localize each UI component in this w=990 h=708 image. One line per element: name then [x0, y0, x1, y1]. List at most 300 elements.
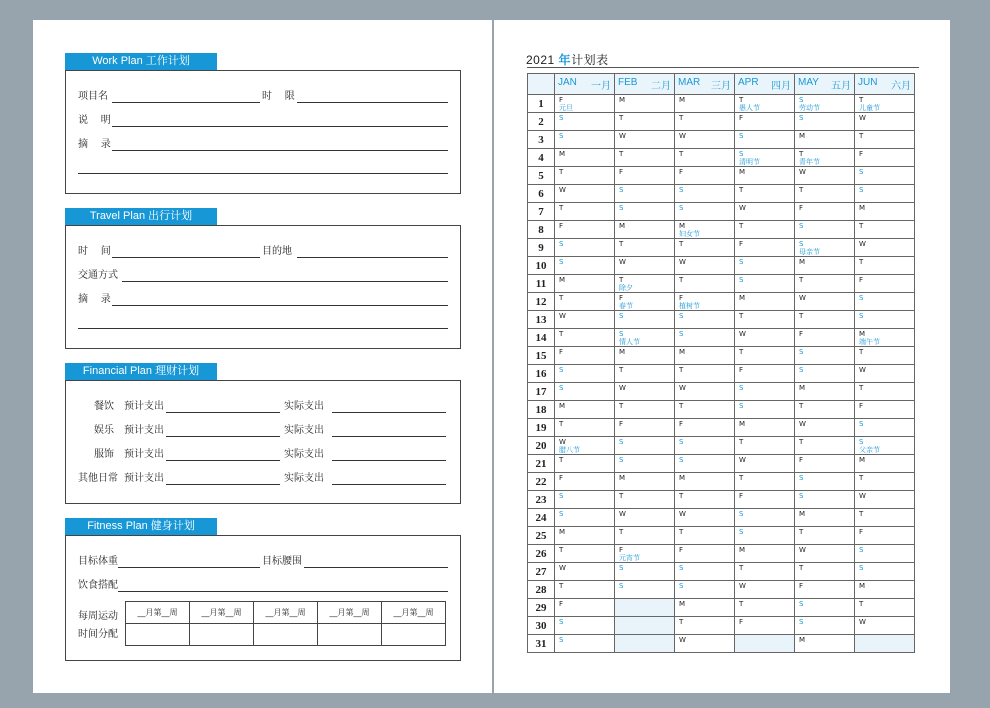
- calendar-day-cell[interactable]: [735, 527, 795, 545]
- weekday-letter: F: [679, 420, 684, 428]
- weekday-letter: S: [619, 186, 624, 194]
- day-number: 6: [528, 185, 555, 203]
- calendar-day-cell[interactable]: [675, 203, 735, 221]
- calendar-day-cell[interactable]: [555, 347, 615, 365]
- calendar-day-cell[interactable]: [615, 437, 675, 455]
- weekday-letter: M: [799, 636, 806, 644]
- travel-plan-box: [65, 225, 461, 349]
- actual-field[interactable]: [332, 436, 446, 437]
- calendar-day-cell[interactable]: [735, 347, 795, 365]
- calendar-day-cell[interactable]: [675, 347, 735, 365]
- calendar-day-cell[interactable]: [795, 491, 855, 509]
- month-header-jun: [855, 74, 915, 95]
- calendar-day-cell[interactable]: [795, 239, 855, 257]
- calendar-day-cell[interactable]: [735, 545, 795, 563]
- calendar-day-cell[interactable]: [555, 239, 615, 257]
- calendar-day-cell[interactable]: [795, 275, 855, 293]
- calendar-day-cell[interactable]: [735, 239, 795, 257]
- week-input-cell[interactable]: [126, 624, 190, 646]
- calendar-day-cell[interactable]: [555, 527, 615, 545]
- calendar-day-cell[interactable]: [675, 275, 735, 293]
- calendar-day-cell[interactable]: [555, 329, 615, 347]
- calendar-day-cell[interactable]: [855, 401, 915, 419]
- day-number: 13: [528, 311, 555, 329]
- calendar-day-cell[interactable]: [855, 419, 915, 437]
- weekday-letter: T: [859, 96, 864, 104]
- weekday-letter: T: [619, 528, 624, 536]
- calendar-day-cell[interactable]: [615, 419, 675, 437]
- calendar-day-cell[interactable]: [675, 311, 735, 329]
- month-header-apr: [735, 74, 795, 95]
- calendar-day-cell[interactable]: [555, 221, 615, 239]
- calendar-day-cell[interactable]: [795, 599, 855, 617]
- holiday-label: 清明节: [739, 158, 760, 166]
- calendar-day-cell[interactable]: [675, 473, 735, 491]
- calendar-day-cell[interactable]: [615, 473, 675, 491]
- calendar-day-cell[interactable]: [855, 491, 915, 509]
- weekday-letter: M: [619, 96, 626, 104]
- weekday-letter: S: [739, 132, 744, 140]
- weekday-letter: T: [619, 366, 624, 374]
- week-header-cell: __月第__周: [318, 602, 382, 624]
- calendar-day-cell[interactable]: [795, 293, 855, 311]
- week-header-cell: __月第__周: [254, 602, 318, 624]
- calendar-day-cell[interactable]: [555, 311, 615, 329]
- calendar-day-cell[interactable]: [675, 113, 735, 131]
- calendar-day-cell[interactable]: [855, 329, 915, 347]
- calendar-day-cell[interactable]: [795, 113, 855, 131]
- weekday-letter: T: [679, 276, 684, 284]
- calendar-day-cell[interactable]: [795, 545, 855, 563]
- time-allocation-label: 时间分配: [78, 629, 118, 640]
- day-number: 14: [528, 329, 555, 347]
- calendar-day-cell[interactable]: [555, 401, 615, 419]
- calendar-day-cell[interactable]: [675, 635, 735, 653]
- calendar-day-cell[interactable]: [555, 113, 615, 131]
- calendar-day-cell[interactable]: [795, 257, 855, 275]
- calendar-day-cell[interactable]: [615, 401, 675, 419]
- calendar-day-cell[interactable]: [555, 473, 615, 491]
- weekday-letter: F: [739, 240, 744, 248]
- calendar-day-cell[interactable]: [555, 437, 615, 455]
- calendar-day-cell[interactable]: [735, 167, 795, 185]
- calendar-day-cell[interactable]: [795, 581, 855, 599]
- weekday-letter: F: [679, 546, 684, 554]
- calendar-day-cell[interactable]: [735, 617, 795, 635]
- finance-row: [78, 471, 448, 485]
- calendar-day-cell[interactable]: [795, 437, 855, 455]
- calendar-day-cell[interactable]: [615, 131, 675, 149]
- weekday-letter: W: [679, 636, 686, 644]
- calendar-day-cell[interactable]: [855, 347, 915, 365]
- calendar-day-cell[interactable]: [675, 509, 735, 527]
- calendar-day-cell[interactable]: [855, 545, 915, 563]
- calendar-day-cell[interactable]: [855, 275, 915, 293]
- calendar-day-cell[interactable]: [555, 419, 615, 437]
- calendar-day-cell[interactable]: [795, 221, 855, 239]
- calendar-day-cell[interactable]: [555, 563, 615, 581]
- weekday-letter: T: [739, 222, 744, 230]
- weekday-letter: F: [859, 276, 864, 284]
- calendar-day-cell[interactable]: [615, 329, 675, 347]
- calendar-day-cell[interactable]: [555, 95, 615, 113]
- calendar-day-cell[interactable]: [615, 167, 675, 185]
- calendar-day-cell[interactable]: [735, 329, 795, 347]
- calendar-day-cell[interactable]: [735, 203, 795, 221]
- calendar-day-cell[interactable]: [855, 221, 915, 239]
- calendar-day-cell[interactable]: [855, 383, 915, 401]
- calendar-day-cell[interactable]: [735, 473, 795, 491]
- calendar-day-cell[interactable]: [855, 131, 915, 149]
- calendar-day-cell[interactable]: [615, 95, 675, 113]
- weekday-letter: S: [739, 276, 744, 284]
- calendar-day-cell[interactable]: [795, 419, 855, 437]
- calendar-day-cell[interactable]: [795, 635, 855, 653]
- weekday-letter: S: [679, 564, 684, 572]
- actual-field[interactable]: [332, 484, 446, 485]
- calendar-day-cell[interactable]: [555, 617, 615, 635]
- calendar-day-cell[interactable]: [795, 167, 855, 185]
- week-input-cell[interactable]: [318, 624, 382, 646]
- calendar-day-cell[interactable]: [855, 293, 915, 311]
- month-header-mar: [675, 74, 735, 95]
- weekday-letter: M: [799, 132, 806, 140]
- destination-field[interactable]: [297, 257, 448, 258]
- month-header-jan: [555, 74, 615, 95]
- calendar-day-cell[interactable]: [615, 455, 675, 473]
- travel-extra-line[interactable]: [78, 328, 448, 329]
- weekday-letter: W: [799, 168, 806, 176]
- travel-excerpt-field[interactable]: [112, 305, 448, 306]
- calendar-day-cell[interactable]: [735, 275, 795, 293]
- calendar-day-cell[interactable]: [735, 365, 795, 383]
- calendar-day-cell[interactable]: [795, 203, 855, 221]
- calendar-day-cell[interactable]: [615, 293, 675, 311]
- calendar-day-cell[interactable]: [735, 257, 795, 275]
- financial-plan-box: [65, 380, 461, 504]
- calendar-day-cell[interactable]: [675, 95, 735, 113]
- planned-field[interactable]: [166, 412, 280, 413]
- finance-category: 服饰: [94, 449, 114, 460]
- calendar-day-cell[interactable]: [675, 491, 735, 509]
- work-row-excerpt: [78, 137, 448, 151]
- calendar-day-cell[interactable]: [555, 149, 615, 167]
- day-number: 31: [528, 635, 555, 653]
- weekday-letter: F: [559, 474, 564, 482]
- calendar-day-cell[interactable]: [615, 365, 675, 383]
- week-header-cell: __月第__周: [126, 602, 190, 624]
- calendar-day-cell[interactable]: [795, 365, 855, 383]
- weekday-letter: F: [859, 150, 864, 158]
- day-number: 5: [528, 167, 555, 185]
- target-waist-field[interactable]: [304, 567, 448, 568]
- calendar-day-cell[interactable]: [855, 95, 915, 113]
- calendar-day-cell[interactable]: [735, 401, 795, 419]
- calendar-day-cell[interactable]: [735, 491, 795, 509]
- calendar-day-cell[interactable]: [675, 293, 735, 311]
- calendar-day-cell[interactable]: [615, 257, 675, 275]
- calendar-day-cell[interactable]: [675, 185, 735, 203]
- calendar-day-cell[interactable]: [615, 113, 675, 131]
- calendar-day-cell[interactable]: [735, 185, 795, 203]
- finance-row: [78, 447, 448, 461]
- calendar-day-cell[interactable]: [675, 221, 735, 239]
- calendar-day-cell[interactable]: [855, 509, 915, 527]
- calendar-day-cell[interactable]: [855, 437, 915, 455]
- calendar-day-cell[interactable]: [735, 131, 795, 149]
- target-weight-field[interactable]: [118, 567, 260, 568]
- calendar-day-cell[interactable]: [615, 581, 675, 599]
- calendar-day-cell[interactable]: [795, 401, 855, 419]
- weekday-letter: W: [619, 258, 626, 266]
- week-header-row: [126, 602, 446, 624]
- weekday-letter: T: [559, 168, 564, 176]
- calendar-day-cell[interactable]: [675, 581, 735, 599]
- weekday-letter: S: [739, 384, 744, 392]
- calendar-day-cell[interactable]: [795, 131, 855, 149]
- weekday-letter: S: [799, 222, 804, 230]
- calendar-day-cell[interactable]: [675, 563, 735, 581]
- calendar-day-cell[interactable]: [615, 563, 675, 581]
- calendar-day-cell[interactable]: [615, 149, 675, 167]
- calendar-day-cell[interactable]: [675, 419, 735, 437]
- calendar-day-cell[interactable]: [795, 149, 855, 167]
- calendar-day-cell[interactable]: [735, 311, 795, 329]
- fitness-plan-title: Fitness Plan 健身计划: [65, 518, 217, 535]
- calendar-day-cell[interactable]: [615, 239, 675, 257]
- weekday-letter: W: [679, 384, 686, 392]
- target-weight-label: 目标体重: [78, 556, 118, 567]
- weekday-letter: T: [559, 456, 564, 464]
- weekday-letter: S: [619, 204, 624, 212]
- calendar-day-cell[interactable]: [735, 293, 795, 311]
- project-name-label: 项目名: [78, 91, 108, 102]
- calendar-day-cell[interactable]: [675, 167, 735, 185]
- calendar-day-cell[interactable]: [555, 581, 615, 599]
- weekday-letter: S: [619, 438, 624, 446]
- calendar-day-cell[interactable]: [735, 581, 795, 599]
- calendar-day-cell[interactable]: [855, 257, 915, 275]
- calendar-empty-cell: [615, 599, 675, 617]
- calendar-day-cell[interactable]: [855, 311, 915, 329]
- calendar-day-cell[interactable]: [855, 617, 915, 635]
- calendar-day-cell[interactable]: [735, 599, 795, 617]
- calendar-day-cell[interactable]: [675, 257, 735, 275]
- month-en-label: MAR: [678, 76, 701, 88]
- calendar-day-cell[interactable]: [795, 527, 855, 545]
- calendar-day-cell[interactable]: [795, 95, 855, 113]
- planned-field[interactable]: [166, 460, 280, 461]
- calendar-day-cell[interactable]: [855, 473, 915, 491]
- calendar-day-cell[interactable]: [615, 509, 675, 527]
- calendar-day-cell[interactable]: [675, 455, 735, 473]
- calendar-day-cell[interactable]: [555, 257, 615, 275]
- calendar-day-cell[interactable]: [855, 239, 915, 257]
- description-field[interactable]: [112, 126, 448, 127]
- week-input-cell[interactable]: [254, 624, 318, 646]
- calendar-day-cell[interactable]: [735, 509, 795, 527]
- weekday-letter: T: [619, 240, 624, 248]
- calendar-day-cell[interactable]: [855, 203, 915, 221]
- week-header-cell: __月第__周: [382, 602, 446, 624]
- diet-field[interactable]: [118, 591, 448, 592]
- holiday-label: 情人节: [619, 338, 640, 346]
- calendar-day-cell[interactable]: [735, 95, 795, 113]
- weekday-letter: T: [619, 150, 624, 158]
- weekday-letter: F: [799, 582, 804, 590]
- week-input-cell[interactable]: [382, 624, 446, 646]
- weekday-letter: S: [559, 618, 564, 626]
- calendar-day-cell[interactable]: [555, 275, 615, 293]
- calendar-day-cell[interactable]: [795, 185, 855, 203]
- weekday-letter: M: [739, 546, 746, 554]
- planned-field[interactable]: [166, 436, 280, 437]
- holiday-label: 愚人节: [739, 104, 760, 112]
- calendar-day-cell[interactable]: [675, 437, 735, 455]
- calendar-day-cell[interactable]: [735, 437, 795, 455]
- weekday-letter: W: [859, 492, 866, 500]
- calendar-day-cell[interactable]: [615, 311, 675, 329]
- weekday-letter: T: [799, 564, 804, 572]
- calendar-day-cell[interactable]: [795, 347, 855, 365]
- calendar-day-cell[interactable]: [795, 473, 855, 491]
- calendar-day-cell[interactable]: [675, 131, 735, 149]
- calendar-day-cell[interactable]: [555, 365, 615, 383]
- calendar-day-cell[interactable]: [855, 527, 915, 545]
- weekday-letter: F: [739, 366, 744, 374]
- calendar-day-cell[interactable]: [555, 599, 615, 617]
- calendar-day-cell[interactable]: [555, 491, 615, 509]
- calendar-day-cell[interactable]: [795, 563, 855, 581]
- calendar-day-cell[interactable]: [735, 383, 795, 401]
- calendar-day-cell[interactable]: [615, 203, 675, 221]
- weekday-letter: T: [859, 222, 864, 230]
- travel-time-field[interactable]: [112, 257, 260, 258]
- calendar-day-cell[interactable]: [615, 347, 675, 365]
- calendar-day-cell[interactable]: [555, 383, 615, 401]
- weekday-letter: S: [859, 546, 864, 554]
- calendar-day-cell[interactable]: [555, 167, 615, 185]
- excerpt-field[interactable]: [112, 150, 448, 151]
- week-input-cell[interactable]: [190, 624, 254, 646]
- calendar-day-cell[interactable]: [735, 419, 795, 437]
- calendar-day-cell[interactable]: [615, 491, 675, 509]
- weekday-letter: F: [619, 420, 624, 428]
- work-extra-line[interactable]: [78, 173, 448, 174]
- calendar-day-cell[interactable]: [675, 383, 735, 401]
- weekday-letter: T: [859, 258, 864, 266]
- calendar-day-cell[interactable]: [855, 149, 915, 167]
- weekday-letter: M: [859, 582, 866, 590]
- weekday-letter: W: [619, 132, 626, 140]
- weekday-letter: S: [859, 294, 864, 302]
- calendar-day-cell[interactable]: [735, 113, 795, 131]
- calendar-day-cell[interactable]: [795, 329, 855, 347]
- calendar-day-cell[interactable]: [795, 455, 855, 473]
- weekday-letter: T: [739, 186, 744, 194]
- calendar-day-cell[interactable]: [615, 545, 675, 563]
- actual-field[interactable]: [332, 412, 446, 413]
- calendar-day-cell[interactable]: [555, 131, 615, 149]
- calendar-day-cell[interactable]: [555, 509, 615, 527]
- project-name-field[interactable]: [112, 102, 260, 103]
- calendar-row: [528, 473, 915, 491]
- holiday-label: 父亲节: [859, 446, 880, 454]
- calendar-day-cell[interactable]: [855, 581, 915, 599]
- weekday-letter: S: [679, 438, 684, 446]
- weekday-letter: M: [859, 456, 866, 464]
- planned-field[interactable]: [166, 484, 280, 485]
- target-waist-label: 目标腰围: [262, 556, 302, 567]
- calendar-day-cell[interactable]: [675, 239, 735, 257]
- weekday-letter: F: [739, 492, 744, 500]
- weekday-letter: S: [799, 240, 804, 248]
- calendar-day-cell[interactable]: [555, 455, 615, 473]
- calendar-day-cell[interactable]: [555, 635, 615, 653]
- calendar-day-cell[interactable]: [615, 275, 675, 293]
- calendar-day-cell[interactable]: [735, 455, 795, 473]
- calendar-day-cell[interactable]: [615, 221, 675, 239]
- calendar-day-cell[interactable]: [555, 203, 615, 221]
- day-number: 3: [528, 131, 555, 149]
- calendar-day-cell[interactable]: [555, 185, 615, 203]
- calendar-day-cell[interactable]: [795, 617, 855, 635]
- day-number: 1: [528, 95, 555, 113]
- actual-field[interactable]: [332, 460, 446, 461]
- holiday-label: 腊八节: [559, 446, 580, 454]
- calendar-day-cell[interactable]: [675, 365, 735, 383]
- calendar-day-cell[interactable]: [795, 311, 855, 329]
- weekday-letter: S: [559, 492, 564, 500]
- calendar-day-cell[interactable]: [615, 383, 675, 401]
- day-number: 16: [528, 365, 555, 383]
- calendar-day-cell[interactable]: [855, 167, 915, 185]
- calendar-day-cell[interactable]: [555, 545, 615, 563]
- calendar-day-cell[interactable]: [855, 185, 915, 203]
- calendar-day-cell[interactable]: [795, 509, 855, 527]
- weekday-letter: T: [859, 474, 864, 482]
- weekday-letter: T: [619, 114, 624, 122]
- deadline-field[interactable]: [297, 102, 448, 103]
- transport-field[interactable]: [122, 281, 448, 282]
- day-number: 15: [528, 347, 555, 365]
- weekday-letter: S: [559, 636, 564, 644]
- calendar-day-cell[interactable]: [675, 599, 735, 617]
- calendar-day-cell[interactable]: [675, 545, 735, 563]
- calendar-day-cell[interactable]: [555, 293, 615, 311]
- calendar-day-cell[interactable]: [675, 617, 735, 635]
- calendar-day-cell[interactable]: [735, 563, 795, 581]
- calendar-day-cell[interactable]: [675, 401, 735, 419]
- calendar-day-cell[interactable]: [855, 455, 915, 473]
- calendar-day-cell[interactable]: [675, 329, 735, 347]
- month-zh-label: 二月: [651, 80, 671, 92]
- calendar-row: [528, 293, 915, 311]
- calendar-day-cell[interactable]: [675, 527, 735, 545]
- calendar-day-cell[interactable]: [735, 149, 795, 167]
- calendar-day-cell[interactable]: [855, 599, 915, 617]
- calendar-day-cell[interactable]: [615, 527, 675, 545]
- calendar-day-cell[interactable]: [675, 149, 735, 167]
- calendar-day-cell[interactable]: [735, 221, 795, 239]
- calendar-day-cell[interactable]: [615, 185, 675, 203]
- weekday-letter: M: [739, 294, 746, 302]
- calendar-day-cell[interactable]: [855, 563, 915, 581]
- calendar-day-cell[interactable]: [855, 113, 915, 131]
- calendar-day-cell[interactable]: [795, 383, 855, 401]
- calendar-day-cell[interactable]: [855, 365, 915, 383]
- weekday-letter: T: [859, 132, 864, 140]
